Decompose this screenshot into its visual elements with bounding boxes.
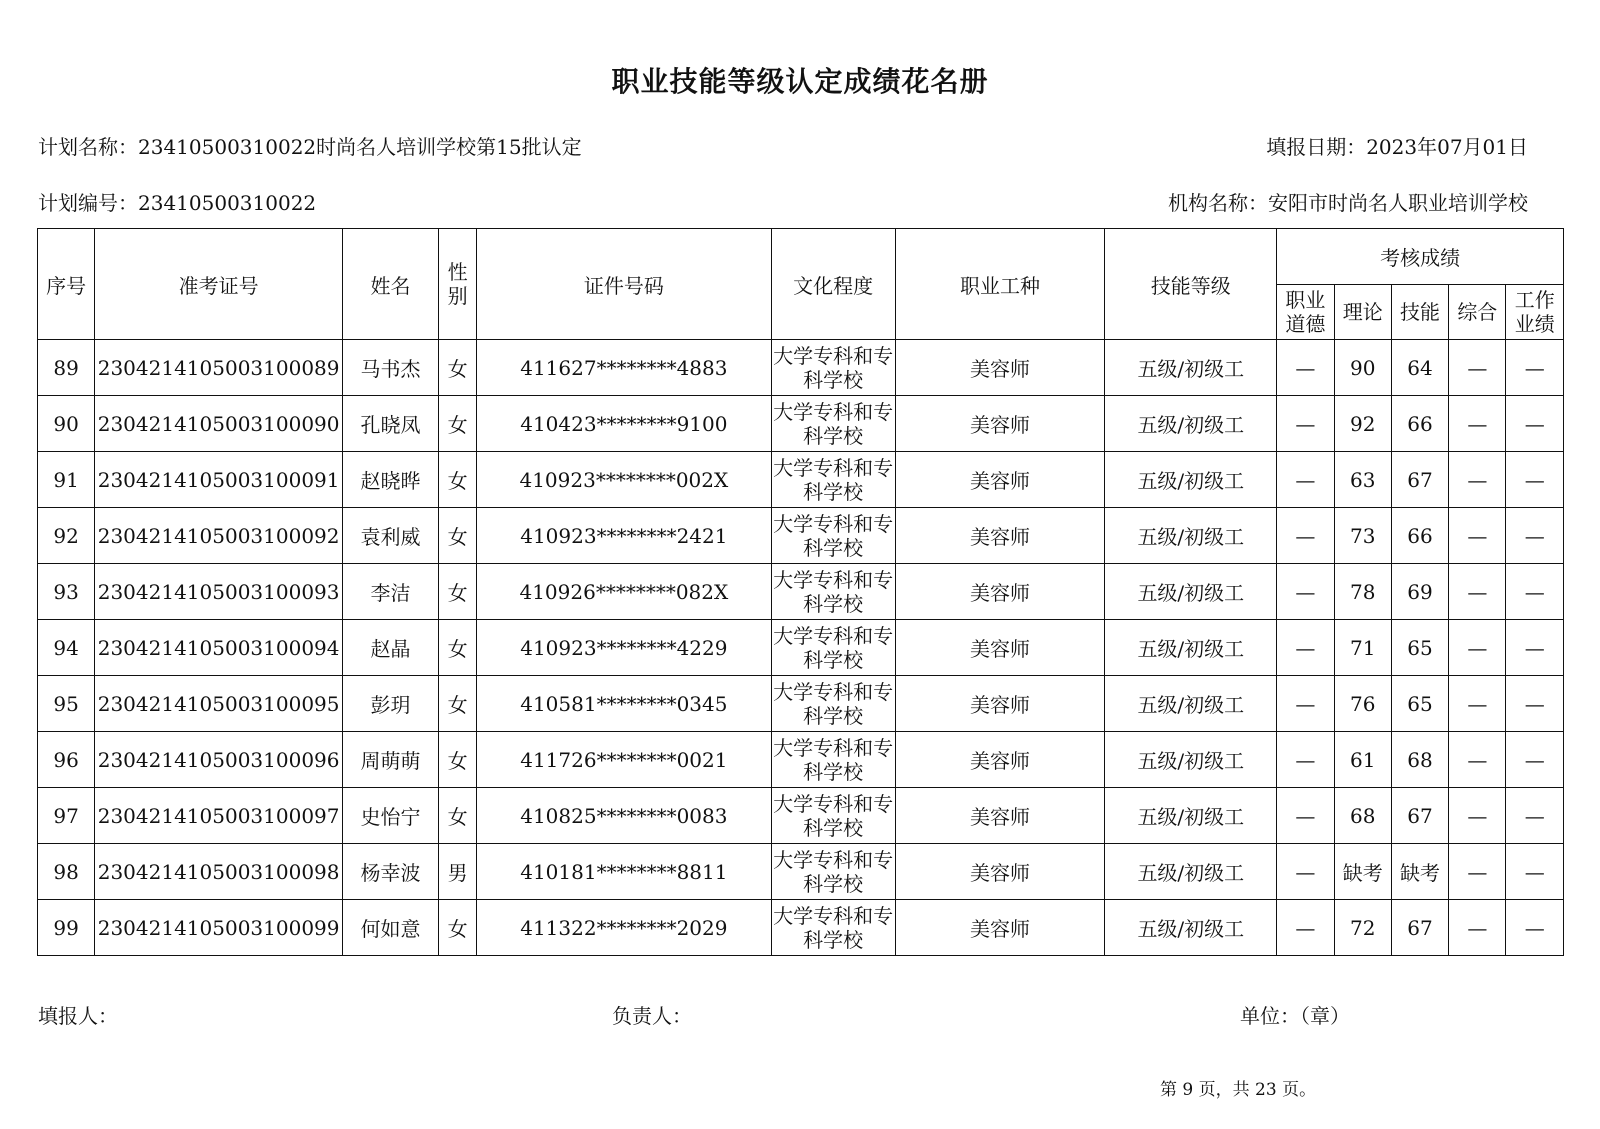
cell-skill-level: 五级/初级工 bbox=[1105, 676, 1277, 732]
cell-ticket: 2304214105003100094 bbox=[95, 620, 343, 676]
cell-theory: 92 bbox=[1334, 396, 1391, 452]
cell-work-performance: — bbox=[1506, 788, 1564, 844]
cell-work-performance: — bbox=[1506, 340, 1564, 396]
cell-skill: 67 bbox=[1391, 900, 1448, 956]
col-header-occupation: 职业工种 bbox=[895, 229, 1105, 340]
cell-ticket: 2304214105003100091 bbox=[95, 452, 343, 508]
cell-ethics: — bbox=[1277, 452, 1334, 508]
cell-education: 大学专科和专科学校 bbox=[771, 732, 895, 788]
cell-work-performance: — bbox=[1506, 900, 1564, 956]
cell-id-number: 410423********9100 bbox=[477, 396, 772, 452]
cell-skill: 66 bbox=[1391, 508, 1448, 564]
cell-overall: — bbox=[1449, 452, 1506, 508]
cell-id-number: 410181********8811 bbox=[477, 844, 772, 900]
cell-seq: 99 bbox=[38, 900, 95, 956]
cell-occupation: 美容师 bbox=[895, 620, 1105, 676]
col-header-theory: 理论 bbox=[1334, 285, 1391, 340]
cell-seq: 92 bbox=[38, 508, 95, 564]
cell-skill: 68 bbox=[1391, 732, 1448, 788]
cell-education: 大学专科和专科学校 bbox=[771, 676, 895, 732]
cell-name: 袁利威 bbox=[342, 508, 438, 564]
col-header-skill-level: 技能等级 bbox=[1105, 229, 1277, 340]
cell-gender: 女 bbox=[439, 900, 477, 956]
cell-skill-level: 五级/初级工 bbox=[1105, 564, 1277, 620]
cell-work-performance: — bbox=[1506, 676, 1564, 732]
cell-name: 周萌萌 bbox=[342, 732, 438, 788]
cell-theory: 缺考 bbox=[1334, 844, 1391, 900]
col-header-skill: 技能 bbox=[1391, 285, 1448, 340]
plan-number: 计划编号：23410500310022 bbox=[38, 191, 317, 215]
cell-ticket: 2304214105003100097 bbox=[95, 788, 343, 844]
cell-skill: 67 bbox=[1391, 452, 1448, 508]
col-header-ticket: 准考证号 bbox=[95, 229, 343, 340]
organization-name: 机构名称：安阳市时尚名人职业培训学校 bbox=[1168, 191, 1528, 215]
cell-gender: 女 bbox=[439, 788, 477, 844]
cell-ethics: — bbox=[1277, 564, 1334, 620]
table-row bbox=[38, 620, 1564, 676]
cell-id-number: 410923********4229 bbox=[477, 620, 772, 676]
cell-skill-level: 五级/初级工 bbox=[1105, 396, 1277, 452]
cell-skill: 69 bbox=[1391, 564, 1448, 620]
table-row bbox=[38, 788, 1564, 844]
cell-ethics: — bbox=[1277, 340, 1334, 396]
cell-work-performance: — bbox=[1506, 844, 1564, 900]
table-row bbox=[38, 396, 1564, 452]
responsible-label: 负责人： bbox=[612, 1004, 692, 1028]
cell-name: 赵晶 bbox=[342, 620, 438, 676]
cell-seq: 96 bbox=[38, 732, 95, 788]
cell-seq: 93 bbox=[38, 564, 95, 620]
cell-seq: 89 bbox=[38, 340, 95, 396]
cell-work-performance: — bbox=[1506, 508, 1564, 564]
cell-ticket: 2304214105003100092 bbox=[95, 508, 343, 564]
cell-skill-level: 五级/初级工 bbox=[1105, 620, 1277, 676]
cell-ethics: — bbox=[1277, 396, 1334, 452]
table-header bbox=[38, 229, 1564, 340]
cell-ticket: 2304214105003100098 bbox=[95, 844, 343, 900]
cell-occupation: 美容师 bbox=[895, 396, 1105, 452]
filled-by-label: 填报人： bbox=[38, 1004, 118, 1028]
cell-gender: 女 bbox=[439, 676, 477, 732]
cell-name: 彭玥 bbox=[342, 676, 438, 732]
cell-overall: — bbox=[1449, 900, 1506, 956]
cell-gender: 女 bbox=[439, 508, 477, 564]
cell-name: 李洁 bbox=[342, 564, 438, 620]
cell-seq: 97 bbox=[38, 788, 95, 844]
cell-occupation: 美容师 bbox=[895, 340, 1105, 396]
cell-overall: — bbox=[1449, 620, 1506, 676]
cell-education: 大学专科和专科学校 bbox=[771, 452, 895, 508]
cell-skill-level: 五级/初级工 bbox=[1105, 508, 1277, 564]
col-header-work-performance: 工作业绩 bbox=[1506, 285, 1564, 340]
cell-gender: 女 bbox=[439, 396, 477, 452]
cell-gender: 女 bbox=[439, 340, 477, 396]
cell-work-performance: — bbox=[1506, 396, 1564, 452]
cell-ticket: 2304214105003100095 bbox=[95, 676, 343, 732]
cell-work-performance: — bbox=[1506, 732, 1564, 788]
col-header-seq: 序号 bbox=[38, 229, 95, 340]
cell-overall: — bbox=[1449, 844, 1506, 900]
cell-skill: 65 bbox=[1391, 676, 1448, 732]
cell-theory: 61 bbox=[1334, 732, 1391, 788]
unit-seal-label: 单位：（章） bbox=[1240, 1004, 1350, 1028]
cell-education: 大学专科和专科学校 bbox=[771, 396, 895, 452]
table-row bbox=[38, 844, 1564, 900]
cell-seq: 90 bbox=[38, 396, 95, 452]
cell-name: 马书杰 bbox=[342, 340, 438, 396]
cell-gender: 女 bbox=[439, 452, 477, 508]
table-row bbox=[38, 340, 1564, 396]
cell-id-number: 411726********0021 bbox=[477, 732, 772, 788]
cell-work-performance: — bbox=[1506, 564, 1564, 620]
col-header-name: 姓名 bbox=[342, 229, 438, 340]
cell-occupation: 美容师 bbox=[895, 788, 1105, 844]
cell-occupation: 美容师 bbox=[895, 900, 1105, 956]
cell-name: 孔晓凤 bbox=[342, 396, 438, 452]
col-header-scores-group: 考核成绩 bbox=[1277, 229, 1564, 285]
cell-education: 大学专科和专科学校 bbox=[771, 788, 895, 844]
cell-theory: 78 bbox=[1334, 564, 1391, 620]
cell-occupation: 美容师 bbox=[895, 844, 1105, 900]
cell-overall: — bbox=[1449, 340, 1506, 396]
table-body bbox=[38, 340, 1564, 956]
table-row bbox=[38, 452, 1564, 508]
cell-skill-level: 五级/初级工 bbox=[1105, 452, 1277, 508]
cell-id-number: 410581********0345 bbox=[477, 676, 772, 732]
cell-theory: 72 bbox=[1334, 900, 1391, 956]
table-row bbox=[38, 508, 1564, 564]
cell-id-number: 411322********2029 bbox=[477, 900, 772, 956]
cell-skill-level: 五级/初级工 bbox=[1105, 788, 1277, 844]
cell-skill: 缺考 bbox=[1391, 844, 1448, 900]
cell-seq: 91 bbox=[38, 452, 95, 508]
cell-ticket: 2304214105003100096 bbox=[95, 732, 343, 788]
plan-name: 计划名称：23410500310022时尚名人培训学校第15批认定 bbox=[38, 135, 582, 159]
cell-seq: 95 bbox=[38, 676, 95, 732]
cell-id-number: 410923********2421 bbox=[477, 508, 772, 564]
cell-work-performance: — bbox=[1506, 452, 1564, 508]
cell-skill-level: 五级/初级工 bbox=[1105, 340, 1277, 396]
cell-education: 大学专科和专科学校 bbox=[771, 508, 895, 564]
cell-occupation: 美容师 bbox=[895, 732, 1105, 788]
cell-skill: 64 bbox=[1391, 340, 1448, 396]
page-indicator: 第 9 页，共 23 页。 bbox=[1160, 1080, 1317, 1100]
cell-overall: — bbox=[1449, 508, 1506, 564]
cell-seq: 94 bbox=[38, 620, 95, 676]
cell-theory: 73 bbox=[1334, 508, 1391, 564]
cell-id-number: 410923********002X bbox=[477, 452, 772, 508]
cell-theory: 68 bbox=[1334, 788, 1391, 844]
cell-ticket: 2304214105003100089 bbox=[95, 340, 343, 396]
cell-ticket: 2304214105003100090 bbox=[95, 396, 343, 452]
cell-id-number: 410825********0083 bbox=[477, 788, 772, 844]
cell-ethics: — bbox=[1277, 788, 1334, 844]
cell-name: 赵晓晔 bbox=[342, 452, 438, 508]
cell-work-performance: — bbox=[1506, 620, 1564, 676]
cell-gender: 男 bbox=[439, 844, 477, 900]
cell-name: 杨幸波 bbox=[342, 844, 438, 900]
cell-education: 大学专科和专科学校 bbox=[771, 844, 895, 900]
cell-gender: 女 bbox=[439, 620, 477, 676]
cell-education: 大学专科和专科学校 bbox=[771, 564, 895, 620]
cell-ethics: — bbox=[1277, 900, 1334, 956]
col-header-gender: 性别 bbox=[439, 229, 477, 340]
cell-occupation: 美容师 bbox=[895, 564, 1105, 620]
cell-theory: 71 bbox=[1334, 620, 1391, 676]
cell-skill-level: 五级/初级工 bbox=[1105, 844, 1277, 900]
cell-overall: — bbox=[1449, 732, 1506, 788]
col-header-id-number: 证件号码 bbox=[477, 229, 772, 340]
cell-skill-level: 五级/初级工 bbox=[1105, 900, 1277, 956]
cell-theory: 63 bbox=[1334, 452, 1391, 508]
cell-overall: — bbox=[1449, 564, 1506, 620]
cell-overall: — bbox=[1449, 788, 1506, 844]
cell-seq: 98 bbox=[38, 844, 95, 900]
cell-ethics: — bbox=[1277, 620, 1334, 676]
page-title: 职业技能等级认定成绩花名册 bbox=[611, 65, 989, 98]
cell-education: 大学专科和专科学校 bbox=[771, 900, 895, 956]
cell-theory: 90 bbox=[1334, 340, 1391, 396]
cell-education: 大学专科和专科学校 bbox=[771, 340, 895, 396]
report-date: 填报日期：2023年07月01日 bbox=[1266, 135, 1528, 159]
cell-overall: — bbox=[1449, 396, 1506, 452]
cell-occupation: 美容师 bbox=[895, 508, 1105, 564]
cell-skill: 66 bbox=[1391, 396, 1448, 452]
cell-gender: 女 bbox=[439, 564, 477, 620]
col-header-ethics: 职业道德 bbox=[1277, 285, 1334, 340]
cell-ticket: 2304214105003100099 bbox=[95, 900, 343, 956]
cell-education: 大学专科和专科学校 bbox=[771, 620, 895, 676]
cell-name: 史怡宁 bbox=[342, 788, 438, 844]
table-row bbox=[38, 732, 1564, 788]
score-roster-table bbox=[37, 228, 1564, 956]
cell-theory: 76 bbox=[1334, 676, 1391, 732]
cell-skill-level: 五级/初级工 bbox=[1105, 732, 1277, 788]
cell-occupation: 美容师 bbox=[895, 676, 1105, 732]
cell-ticket: 2304214105003100093 bbox=[95, 564, 343, 620]
col-header-education: 文化程度 bbox=[771, 229, 895, 340]
cell-occupation: 美容师 bbox=[895, 452, 1105, 508]
cell-ethics: — bbox=[1277, 676, 1334, 732]
cell-ethics: — bbox=[1277, 844, 1334, 900]
cell-name: 何如意 bbox=[342, 900, 438, 956]
cell-skill: 65 bbox=[1391, 620, 1448, 676]
cell-id-number: 410926********082X bbox=[477, 564, 772, 620]
cell-id-number: 411627********4883 bbox=[477, 340, 772, 396]
table-row bbox=[38, 564, 1564, 620]
table-row bbox=[38, 676, 1564, 732]
col-header-overall: 综合 bbox=[1449, 285, 1506, 340]
cell-ethics: — bbox=[1277, 732, 1334, 788]
table-row bbox=[38, 900, 1564, 956]
cell-gender: 女 bbox=[439, 732, 477, 788]
cell-skill: 67 bbox=[1391, 788, 1448, 844]
cell-ethics: — bbox=[1277, 508, 1334, 564]
cell-overall: — bbox=[1449, 676, 1506, 732]
